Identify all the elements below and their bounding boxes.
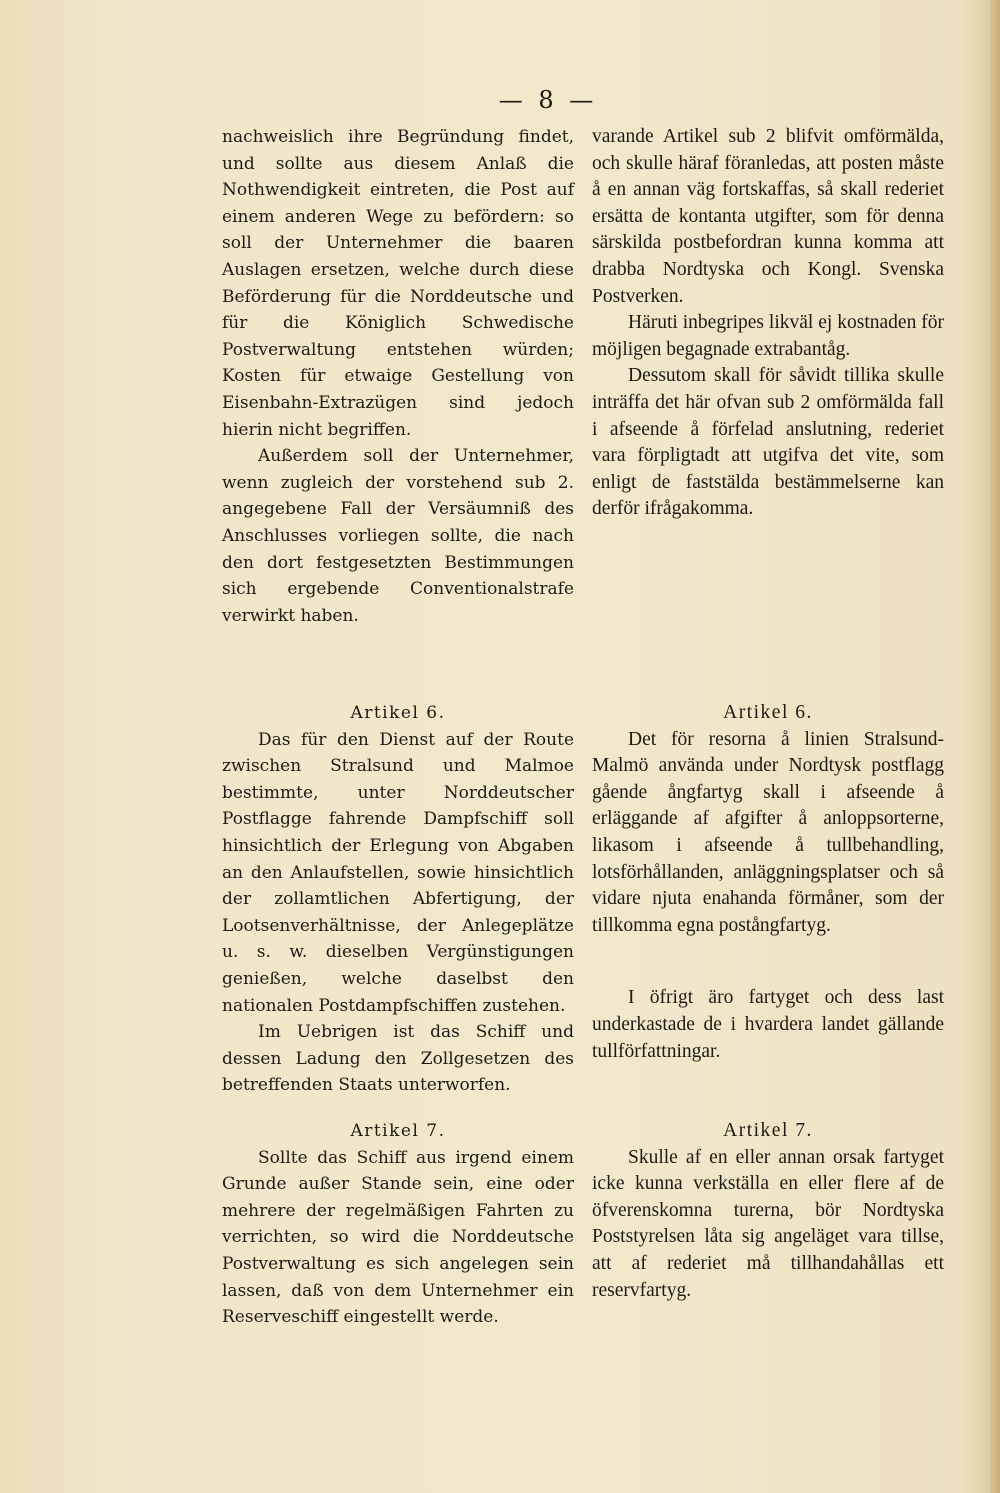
german-article-7-paragraph-1: Sollte das Schiff aus irgend einem Grunde außer Stande sein, eine oder mehrere der regelmäßigen Fahrten zu verrichten, so wird die Norddeutsche Postverwaltung es sich angelegen sein lassen, daß von dem Unternehmer ein Reserveschiff eingestellt werde.	[222, 1147, 574, 1328]
german-article-7-title: Artikel 7.	[350, 1121, 446, 1141]
swedish-article-7	[592, 1118, 944, 1304]
swedish-intro-paragraph-1: varande Artikel sub 2 blifvit omförmälda, och skulle häraf föranledas, att posten måste å en annan väg fortskaffas, så skall rederiet ersätta de kontanta utgifter, som för denna särskilda postbefordran kunna komma att drabba Nordtyska och Kongl. Svenska Postverken.	[592, 126, 944, 307]
swedish-intro-paragraph-2: Häruti inbegripes likväl ej kostnaden för möjligen begagnade extrabantåg.	[592, 312, 944, 360]
swedish-article-6	[592, 700, 944, 1065]
german-article-6	[222, 700, 574, 1099]
german-article-6-title: Artikel 6.	[350, 703, 446, 723]
german-article-6-paragraph-2: Im Uebrigen ist das Schiff und dessen Ladung den Zollgesetzen des betreffenden Staats unterworfen.	[222, 1022, 574, 1096]
page-number	[0, 86, 1000, 114]
german-intro	[222, 124, 574, 629]
swedish-article-7-paragraph-1: Skulle af en eller annan orsak fartyget icke kunna verkställa en eller flere af de öfverenskomna turerna, bör Nordtyska Poststyrelsen låta sig angeläget vara tillse, att af rederiet må tillhandahållas ett reservfartyg.	[592, 1146, 944, 1301]
swedish-article-6-paragraph-1: Det för resorna å linien Stralsund-Malmö använda under Nordtysk postflagg gående ångfartyg skall i afseende å erläggande af afgifter å anloppsorterne, likasom i afseende å tullbehandling, lotsförhållanden, anläggningsplatser och så vidare njuta enahanda förmåner, som der tillkomma egna postångfartyg.	[592, 728, 944, 936]
swedish-intro	[592, 124, 944, 523]
german-article-6-paragraph-1: Das für den Dienst auf der Route zwischen Stralsund und Malmoe bestimmte, unter Norddeutscher Postflagge fahrende Dampfschiff soll hinsichtlich der Erlegung von Abgaben an den Anlaufstellen, sowie hinsichtlich der zollamtlichen Abfertigung, der Lootsenverhältnisse, der Anlegeplätze u. s. w. dieselben Vergünstigungen genießen, welche daselbst den nationalen Postdampfschiffen zustehen.	[222, 729, 574, 1016]
swedish-article-6-title: Artikel 6.	[723, 702, 813, 723]
swedish-article-6-paragraph-2: I öfrigt äro fartyget och dess last underkastade de i hvardera landet gällande tullförfattningar.	[592, 987, 944, 1062]
german-intro-paragraph-2: Außerdem soll der Unternehmer, wenn zugleich der vorstehend sub 2. angegebene Fall der Versäumniß des Anschlusses vorliegen sollte, die nach den dort festgesetzten Bestimmungen sich ergebende Conventionalstrafe verwirkt haben.	[222, 446, 574, 626]
german-intro-paragraph-1: nachweislich ihre Begründung findet, und sollte aus diesem Anlaß die Nothwendigkeit eintreten, die Post auf einem anderen Wege zu befördern: so soll der Unternehmer die baaren Auslagen ersetzen, welche durch diese Beförderung für die Norddeutsche und für die Königlich Schwedische Postverwaltung entstehen würden; Kosten für etwaige Gestellung von Eisenbahn-Extrazügen sind jedoch hierin nicht begriffen.	[222, 127, 574, 440]
page-number-text: — 8 —	[498, 86, 598, 114]
german-article-7	[222, 1118, 574, 1331]
swedish-article-7-title: Artikel 7.	[723, 1120, 813, 1141]
swedish-intro-paragraph-3: Dessutom skall för såvidt tillika skulle inträffa det här ofvan sub 2 omförmälda fall i afseende å förfelad anslutning, rederiet vara förpligtadt att utgifva det vite, som enligt de faststälda bestämmelserne kan derför ifrågakomma.	[592, 365, 944, 520]
page-edge	[990, 0, 1000, 1493]
